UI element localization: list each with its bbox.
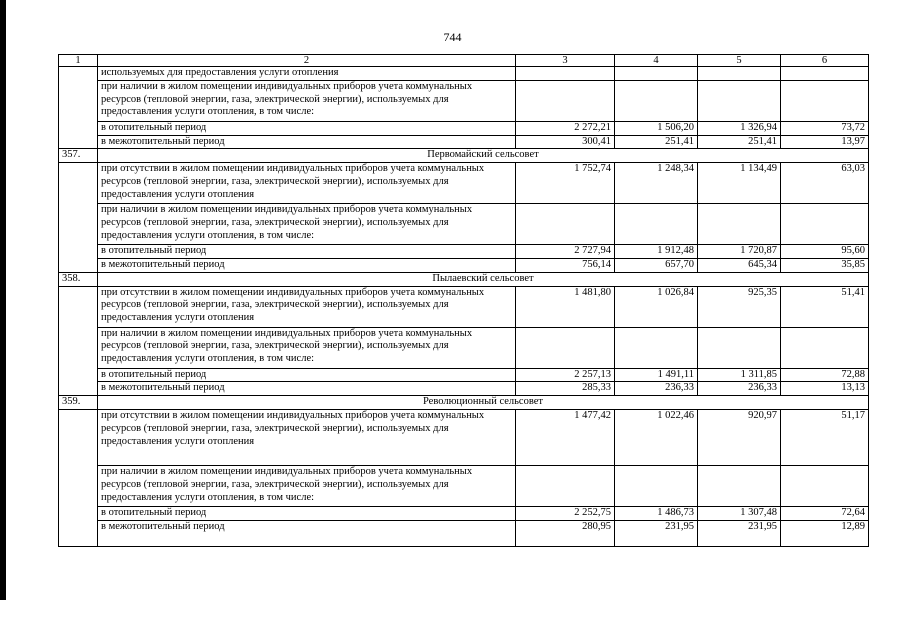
table-row [59,368,869,382]
value-cell: 35,85 [781,258,869,272]
table-row [59,409,869,465]
value-cell: 657,70 [615,258,698,272]
value-cell: 63,03 [781,163,869,204]
page-binding-edge [0,0,6,600]
value-cell [516,80,615,121]
column-number: 4 [615,55,698,67]
value-cell: 2 727,94 [516,245,615,259]
value-cell [615,67,698,81]
num-cell [59,286,98,396]
row-label: при наличии в жилом помещении индивидуальных приборов учета коммунальных ресурсов (тепловой энергии, газа, электрической энергии), используемых для предоставления услуги отопления, в том числе: [98,465,516,506]
section-number: 359. [59,396,98,410]
value-cell: 1 311,85 [698,368,781,382]
value-cell: 51,41 [781,286,869,327]
value-cell: 2 257,13 [516,368,615,382]
num-cell [59,67,98,149]
value-cell: 1 912,48 [615,245,698,259]
value-cell: 756,14 [516,258,615,272]
tariff-table [58,54,869,547]
value-cell: 1 248,34 [615,163,698,204]
value-cell [698,204,781,245]
row-label: в отопительный период [98,506,516,520]
value-cell: 1 026,84 [615,286,698,327]
value-cell: 645,34 [698,258,781,272]
value-cell: 300,41 [516,135,615,149]
section-header-row [59,272,869,286]
value-cell [698,67,781,81]
row-label: в отопительный период [98,245,516,259]
value-cell: 13,97 [781,135,869,149]
value-cell: 1 506,20 [615,121,698,135]
value-cell: 925,35 [698,286,781,327]
value-cell [698,465,781,506]
table-row [59,506,869,520]
value-cell [781,204,869,245]
row-label: в межотопительный период [98,520,516,546]
row-label: в межотопительный период [98,258,516,272]
value-cell [781,67,869,81]
row-label: при отсутствии в жилом помещении индивидуальных приборов учета коммунальных ресурсов (тепловой энергии, газа, электрической энергии), используемых для предоставления услуги отопления [98,409,516,465]
section-title: Революционный сельсовет [98,396,869,410]
table-row [59,204,869,245]
value-cell: 1 477,42 [516,409,615,465]
row-label: в межотопительный период [98,135,516,149]
value-cell: 251,41 [615,135,698,149]
row-label: при наличии в жилом помещении индивидуальных приборов учета коммунальных ресурсов (тепловой энергии, газа, электрической энергии), используемых для предоставления услуги отопления, в том числе: [98,80,516,121]
value-cell [516,327,615,368]
value-cell [781,465,869,506]
value-cell [615,204,698,245]
row-label: при отсутствии в жилом помещении индивидуальных приборов учета коммунальных ресурсов (тепловой энергии, газа, электрической энергии), используемых для предоставления услуги отопления [98,163,516,204]
value-cell [781,80,869,121]
table-row [59,80,869,121]
section-header-row [59,149,869,163]
value-cell: 72,88 [781,368,869,382]
column-number: 6 [781,55,869,67]
table-row [59,258,869,272]
column-number: 1 [59,55,98,67]
value-cell: 236,33 [615,382,698,396]
section-title: Пылаевский сельсовет [98,272,869,286]
value-cell: 920,97 [698,409,781,465]
value-cell [698,327,781,368]
section-number: 357. [59,149,98,163]
row-label: используемых для предоставления услуги отопления [98,67,516,81]
section-number: 358. [59,272,98,286]
table-row [59,327,869,368]
value-cell: 1 022,46 [615,409,698,465]
value-cell: 2 272,21 [516,121,615,135]
value-cell [781,327,869,368]
value-cell: 95,60 [781,245,869,259]
section-title: Первомайский сельсовет [98,149,869,163]
table-row [59,286,869,327]
section-header-row [59,396,869,410]
value-cell [516,204,615,245]
column-number: 5 [698,55,781,67]
value-cell [615,327,698,368]
value-cell: 2 252,75 [516,506,615,520]
row-label: при наличии в жилом помещении индивидуальных приборов учета коммунальных ресурсов (тепловой энергии, газа, электрической энергии), используемых для предоставления услуги отопления, в том числе: [98,204,516,245]
column-number: 2 [98,55,516,67]
value-cell: 231,95 [615,520,698,546]
value-cell: 1 486,73 [615,506,698,520]
table-row [59,163,869,204]
table-row [59,135,869,149]
value-cell: 51,17 [781,409,869,465]
table-row [59,465,869,506]
value-cell [516,67,615,81]
value-cell [698,80,781,121]
table-row [59,67,869,81]
value-cell [615,465,698,506]
value-cell: 280,95 [516,520,615,546]
row-label: при отсутствии в жилом помещении индивидуальных приборов учета коммунальных ресурсов (тепловой энергии, газа, электрической энергии), используемых для предоставления услуги отопления [98,286,516,327]
value-cell: 1 134,49 [698,163,781,204]
value-cell: 1 491,11 [615,368,698,382]
row-label: в межотопительный период [98,382,516,396]
value-cell: 231,95 [698,520,781,546]
value-cell: 1 481,80 [516,286,615,327]
value-cell [615,80,698,121]
column-number: 3 [516,55,615,67]
num-cell [59,163,98,273]
table-row [59,382,869,396]
page-number: 744 [443,30,462,44]
table-row [59,245,869,259]
value-cell: 73,72 [781,121,869,135]
value-cell: 72,64 [781,506,869,520]
row-label: в отопительный период [98,368,516,382]
value-cell: 251,41 [698,135,781,149]
num-cell [59,409,98,546]
table-row [59,520,869,546]
value-cell: 236,33 [698,382,781,396]
row-label: в отопительный период [98,121,516,135]
value-cell: 13,13 [781,382,869,396]
value-cell: 1 307,48 [698,506,781,520]
table-row [59,121,869,135]
value-cell: 1 720,87 [698,245,781,259]
value-cell: 1 326,94 [698,121,781,135]
value-cell: 1 752,74 [516,163,615,204]
value-cell: 12,89 [781,520,869,546]
column-number-row [59,55,869,67]
value-cell: 285,33 [516,382,615,396]
row-label: при наличии в жилом помещении индивидуальных приборов учета коммунальных ресурсов (тепловой энергии, газа, электрической энергии), используемых для предоставления услуги отопления, в том числе: [98,327,516,368]
value-cell [516,465,615,506]
